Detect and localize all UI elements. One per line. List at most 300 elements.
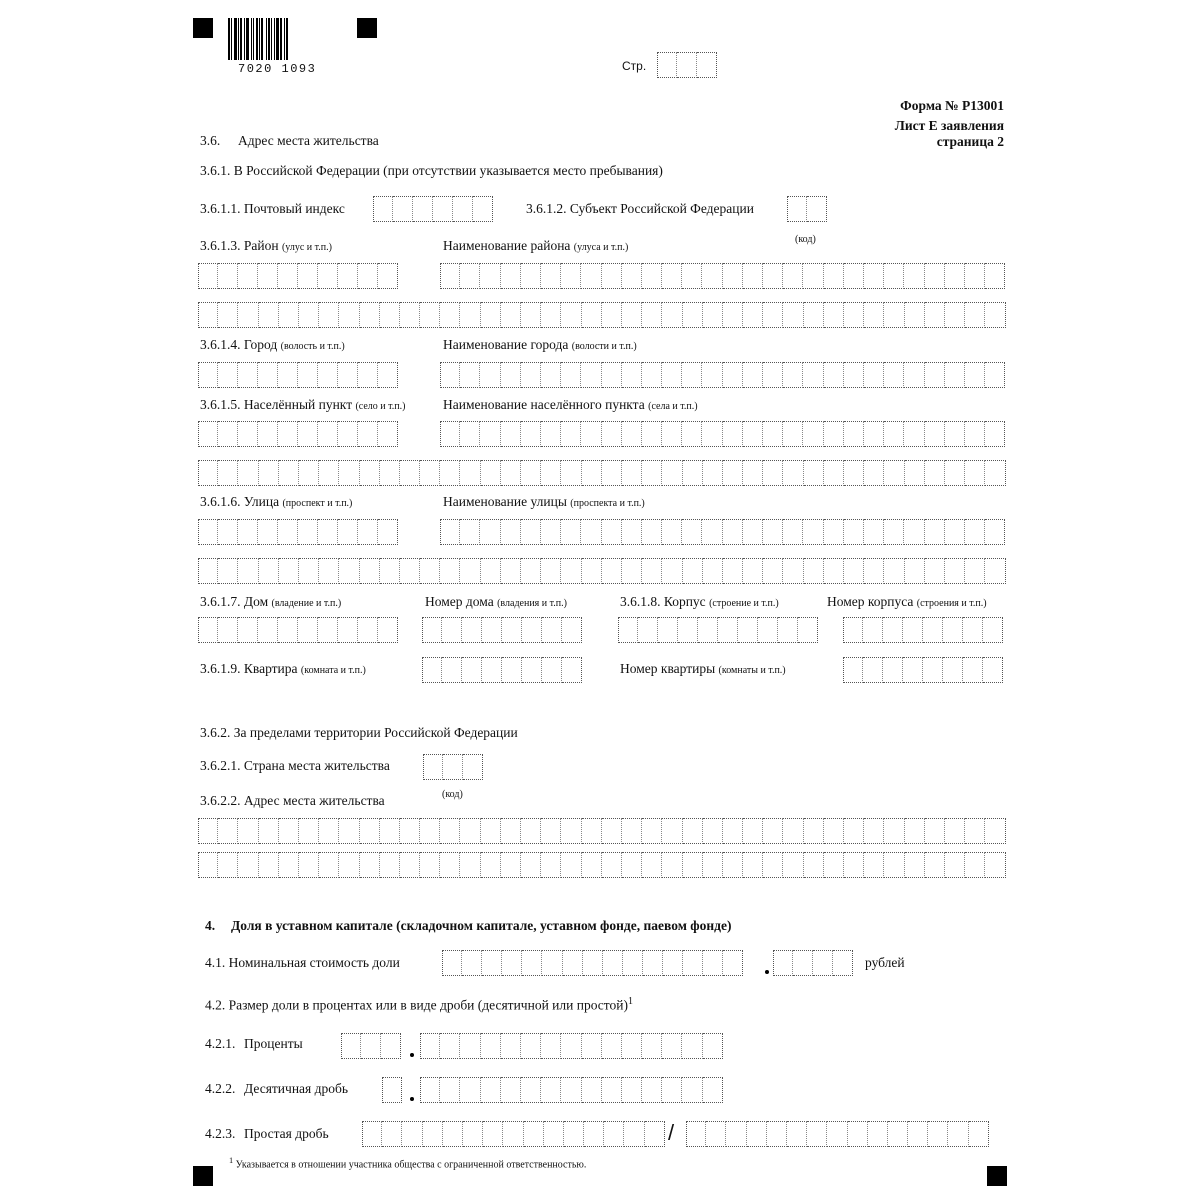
char-cell[interactable] <box>888 1121 908 1147</box>
char-cell[interactable] <box>884 852 904 878</box>
char-cell[interactable] <box>258 519 278 545</box>
char-cell[interactable] <box>198 519 218 545</box>
char-cell[interactable] <box>763 362 783 388</box>
char-cell[interactable] <box>482 950 502 976</box>
char-cell[interactable] <box>502 617 522 643</box>
char-cell[interactable] <box>657 52 677 78</box>
char-cell[interactable] <box>905 852 925 878</box>
char-cell[interactable] <box>218 460 238 486</box>
char-cell[interactable] <box>338 519 358 545</box>
char-cell[interactable] <box>622 558 642 584</box>
char-cell[interactable] <box>521 421 541 447</box>
char-cell[interactable] <box>259 558 279 584</box>
char-cell[interactable] <box>743 263 763 289</box>
char-cell[interactable] <box>422 657 442 683</box>
char-cell[interactable] <box>844 558 864 584</box>
char-cell[interactable] <box>480 263 500 289</box>
char-cell[interactable] <box>402 1121 422 1147</box>
char-cell[interactable] <box>662 421 682 447</box>
char-cell[interactable] <box>423 1121 443 1147</box>
char-cell[interactable] <box>338 421 358 447</box>
char-cell[interactable] <box>622 1077 642 1103</box>
char-cell[interactable] <box>423 754 443 780</box>
char-cell[interactable] <box>582 460 602 486</box>
char-cell[interactable] <box>400 818 420 844</box>
city-type-cells[interactable] <box>198 362 398 388</box>
percent-fraction-cells[interactable] <box>420 1033 723 1059</box>
char-cell[interactable] <box>783 421 803 447</box>
char-cell[interactable] <box>868 1121 888 1147</box>
char-cell[interactable] <box>542 950 562 976</box>
char-cell[interactable] <box>358 362 378 388</box>
char-cell[interactable] <box>602 460 622 486</box>
char-cell[interactable] <box>662 263 682 289</box>
char-cell[interactable] <box>602 1033 622 1059</box>
char-cell[interactable] <box>563 950 583 976</box>
char-cell[interactable] <box>581 421 601 447</box>
char-cell[interactable] <box>642 558 662 584</box>
char-cell[interactable] <box>622 421 642 447</box>
char-cell[interactable] <box>844 460 864 486</box>
char-cell[interactable] <box>198 362 218 388</box>
char-cell[interactable] <box>278 362 298 388</box>
char-cell[interactable] <box>783 302 803 328</box>
char-cell[interactable] <box>864 818 884 844</box>
settlement-name-cells-1[interactable] <box>440 421 1005 447</box>
house-number-cells[interactable] <box>422 617 582 643</box>
char-cell[interactable] <box>501 263 521 289</box>
char-cell[interactable] <box>460 558 480 584</box>
char-cell[interactable] <box>440 302 460 328</box>
char-cell[interactable] <box>583 950 603 976</box>
char-cell[interactable] <box>965 421 985 447</box>
char-cell[interactable] <box>460 421 480 447</box>
char-cell[interactable] <box>373 196 393 222</box>
char-cell[interactable] <box>824 362 844 388</box>
char-cell[interactable] <box>604 1121 624 1147</box>
decimal-integer-cells[interactable] <box>382 1077 402 1103</box>
char-cell[interactable] <box>863 657 883 683</box>
char-cell[interactable] <box>743 818 763 844</box>
country-code-cells[interactable] <box>423 754 483 780</box>
street-name-cells-2[interactable] <box>198 558 1006 584</box>
char-cell[interactable] <box>985 519 1005 545</box>
char-cell[interactable] <box>703 818 723 844</box>
char-cell[interactable] <box>521 519 541 545</box>
char-cell[interactable] <box>420 558 440 584</box>
char-cell[interactable] <box>339 460 359 486</box>
char-cell[interactable] <box>380 558 400 584</box>
char-cell[interactable] <box>723 558 743 584</box>
char-cell[interactable] <box>502 950 522 976</box>
char-cell[interactable] <box>561 421 581 447</box>
char-cell[interactable] <box>723 852 743 878</box>
char-cell[interactable] <box>420 852 440 878</box>
char-cell[interactable] <box>361 1033 381 1059</box>
char-cell[interactable] <box>483 1121 503 1147</box>
char-cell[interactable] <box>521 302 541 328</box>
char-cell[interactable] <box>561 519 581 545</box>
char-cell[interactable] <box>319 460 339 486</box>
char-cell[interactable] <box>582 852 602 878</box>
char-cell[interactable] <box>662 460 682 486</box>
apartment-type-cells[interactable] <box>422 657 582 683</box>
char-cell[interactable] <box>804 818 824 844</box>
char-cell[interactable] <box>218 263 238 289</box>
char-cell[interactable] <box>521 1077 541 1103</box>
char-cell[interactable] <box>682 1033 702 1059</box>
char-cell[interactable] <box>541 421 561 447</box>
apartment-number-cells[interactable] <box>843 657 1003 683</box>
char-cell[interactable] <box>259 460 279 486</box>
char-cell[interactable] <box>279 818 299 844</box>
char-cell[interactable] <box>763 460 783 486</box>
district-name-cells-1[interactable] <box>440 263 1005 289</box>
char-cell[interactable] <box>460 460 480 486</box>
char-cell[interactable] <box>218 362 238 388</box>
char-cell[interactable] <box>662 852 682 878</box>
char-cell[interactable] <box>218 519 238 545</box>
char-cell[interactable] <box>602 362 622 388</box>
char-cell[interactable] <box>338 263 358 289</box>
char-cell[interactable] <box>378 362 398 388</box>
char-cell[interactable] <box>480 519 500 545</box>
char-cell[interactable] <box>463 1121 483 1147</box>
char-cell[interactable] <box>747 1121 767 1147</box>
char-cell[interactable] <box>787 196 807 222</box>
char-cell[interactable] <box>440 1033 460 1059</box>
char-cell[interactable] <box>763 421 783 447</box>
char-cell[interactable] <box>703 302 723 328</box>
region-code-cells[interactable] <box>787 196 827 222</box>
char-cell[interactable] <box>723 421 743 447</box>
char-cell[interactable] <box>945 818 965 844</box>
char-cell[interactable] <box>443 1121 463 1147</box>
char-cell[interactable] <box>339 852 359 878</box>
char-cell[interactable] <box>778 617 798 643</box>
char-cell[interactable] <box>844 421 864 447</box>
char-cell[interactable] <box>622 818 642 844</box>
char-cell[interactable] <box>602 852 622 878</box>
char-cell[interactable] <box>298 263 318 289</box>
char-cell[interactable] <box>686 1121 706 1147</box>
char-cell[interactable] <box>706 1121 726 1147</box>
char-cell[interactable] <box>278 421 298 447</box>
char-cell[interactable] <box>481 1033 501 1059</box>
char-cell[interactable] <box>702 421 722 447</box>
char-cell[interactable] <box>864 558 884 584</box>
char-cell[interactable] <box>925 263 945 289</box>
char-cell[interactable] <box>218 852 238 878</box>
char-cell[interactable] <box>723 302 743 328</box>
char-cell[interactable] <box>542 657 562 683</box>
char-cell[interactable] <box>238 519 258 545</box>
char-cell[interactable] <box>642 1077 662 1103</box>
char-cell[interactable] <box>198 617 218 643</box>
char-cell[interactable] <box>833 950 853 976</box>
char-cell[interactable] <box>442 617 462 643</box>
char-cell[interactable] <box>541 362 561 388</box>
foreign-address-cells-2[interactable] <box>198 852 1006 878</box>
char-cell[interactable] <box>561 460 581 486</box>
char-cell[interactable] <box>521 558 541 584</box>
char-cell[interactable] <box>662 519 682 545</box>
char-cell[interactable] <box>258 421 278 447</box>
char-cell[interactable] <box>338 362 358 388</box>
char-cell[interactable] <box>501 302 521 328</box>
char-cell[interactable] <box>582 818 602 844</box>
char-cell[interactable] <box>943 617 963 643</box>
char-cell[interactable] <box>662 362 682 388</box>
char-cell[interactable] <box>763 818 783 844</box>
char-cell[interactable] <box>622 362 642 388</box>
char-cell[interactable] <box>642 519 662 545</box>
char-cell[interactable] <box>703 1077 723 1103</box>
char-cell[interactable] <box>561 1077 581 1103</box>
char-cell[interactable] <box>319 558 339 584</box>
char-cell[interactable] <box>582 558 602 584</box>
char-cell[interactable] <box>318 519 338 545</box>
char-cell[interactable] <box>460 302 480 328</box>
char-cell[interactable] <box>258 362 278 388</box>
char-cell[interactable] <box>703 558 723 584</box>
char-cell[interactable] <box>501 460 521 486</box>
char-cell[interactable] <box>218 818 238 844</box>
char-cell[interactable] <box>824 263 844 289</box>
char-cell[interactable] <box>433 196 453 222</box>
char-cell[interactable] <box>501 421 521 447</box>
settlement-name-cells-2[interactable] <box>198 460 1006 486</box>
char-cell[interactable] <box>393 196 413 222</box>
char-cell[interactable] <box>703 460 723 486</box>
char-cell[interactable] <box>462 657 482 683</box>
char-cell[interactable] <box>360 818 380 844</box>
char-cell[interactable] <box>844 263 864 289</box>
char-cell[interactable] <box>259 302 279 328</box>
char-cell[interactable] <box>948 1121 968 1147</box>
char-cell[interactable] <box>422 617 442 643</box>
char-cell[interactable] <box>883 617 903 643</box>
char-cell[interactable] <box>618 617 638 643</box>
char-cell[interactable] <box>985 263 1005 289</box>
char-cell[interactable] <box>360 460 380 486</box>
char-cell[interactable] <box>561 263 581 289</box>
char-cell[interactable] <box>783 818 803 844</box>
char-cell[interactable] <box>783 263 803 289</box>
char-cell[interactable] <box>945 558 965 584</box>
char-cell[interactable] <box>642 818 662 844</box>
char-cell[interactable] <box>473 196 493 222</box>
char-cell[interactable] <box>278 519 298 545</box>
char-cell[interactable] <box>642 263 662 289</box>
char-cell[interactable] <box>925 519 945 545</box>
char-cell[interactable] <box>923 657 943 683</box>
char-cell[interactable] <box>420 1033 440 1059</box>
page-number-cells[interactable] <box>657 52 717 78</box>
char-cell[interactable] <box>299 852 319 878</box>
char-cell[interactable] <box>481 302 501 328</box>
char-cell[interactable] <box>965 519 985 545</box>
char-cell[interactable] <box>378 421 398 447</box>
char-cell[interactable] <box>521 852 541 878</box>
char-cell[interactable] <box>905 460 925 486</box>
char-cell[interactable] <box>723 263 743 289</box>
char-cell[interactable] <box>360 558 380 584</box>
char-cell[interactable] <box>440 263 460 289</box>
char-cell[interactable] <box>703 1033 723 1059</box>
char-cell[interactable] <box>503 1121 523 1147</box>
char-cell[interactable] <box>198 302 218 328</box>
char-cell[interactable] <box>603 950 623 976</box>
char-cell[interactable] <box>844 362 864 388</box>
char-cell[interactable] <box>339 302 359 328</box>
char-cell[interactable] <box>382 1121 402 1147</box>
char-cell[interactable] <box>985 558 1005 584</box>
char-cell[interactable] <box>522 950 542 976</box>
char-cell[interactable] <box>378 617 398 643</box>
char-cell[interactable] <box>238 852 258 878</box>
char-cell[interactable] <box>602 818 622 844</box>
char-cell[interactable] <box>541 263 561 289</box>
char-cell[interactable] <box>925 852 945 878</box>
char-cell[interactable] <box>602 263 622 289</box>
char-cell[interactable] <box>381 1033 401 1059</box>
char-cell[interactable] <box>824 558 844 584</box>
char-cell[interactable] <box>440 558 460 584</box>
char-cell[interactable] <box>783 362 803 388</box>
char-cell[interactable] <box>218 617 238 643</box>
char-cell[interactable] <box>541 1077 561 1103</box>
fraction-denominator-cells[interactable] <box>686 1121 989 1147</box>
char-cell[interactable] <box>682 519 702 545</box>
char-cell[interactable] <box>362 1121 382 1147</box>
char-cell[interactable] <box>804 558 824 584</box>
char-cell[interactable] <box>420 1077 440 1103</box>
char-cell[interactable] <box>318 617 338 643</box>
char-cell[interactable] <box>824 818 844 844</box>
char-cell[interactable] <box>642 362 662 388</box>
char-cell[interactable] <box>804 302 824 328</box>
char-cell[interactable] <box>662 818 682 844</box>
char-cell[interactable] <box>481 558 501 584</box>
postal-code-cells[interactable] <box>373 196 493 222</box>
char-cell[interactable] <box>238 362 258 388</box>
char-cell[interactable] <box>864 302 884 328</box>
char-cell[interactable] <box>905 818 925 844</box>
char-cell[interactable] <box>844 852 864 878</box>
char-cell[interactable] <box>561 558 581 584</box>
char-cell[interactable] <box>925 818 945 844</box>
char-cell[interactable] <box>803 519 823 545</box>
char-cell[interactable] <box>481 818 501 844</box>
char-cell[interactable] <box>318 362 338 388</box>
char-cell[interactable] <box>723 818 743 844</box>
char-cell[interactable] <box>521 263 541 289</box>
char-cell[interactable] <box>662 558 682 584</box>
decimal-fraction-cells[interactable] <box>420 1077 723 1103</box>
char-cell[interactable] <box>903 657 923 683</box>
char-cell[interactable] <box>442 950 462 976</box>
percent-integer-cells[interactable] <box>341 1033 401 1059</box>
char-cell[interactable] <box>622 1033 642 1059</box>
char-cell[interactable] <box>299 460 319 486</box>
char-cell[interactable] <box>299 818 319 844</box>
district-name-cells-2[interactable] <box>198 302 1006 328</box>
char-cell[interactable] <box>623 950 643 976</box>
char-cell[interactable] <box>238 460 258 486</box>
char-cell[interactable] <box>683 302 703 328</box>
char-cell[interactable] <box>360 852 380 878</box>
char-cell[interactable] <box>501 362 521 388</box>
char-cell[interactable] <box>501 818 521 844</box>
char-cell[interactable] <box>945 362 965 388</box>
char-cell[interactable] <box>420 302 440 328</box>
char-cell[interactable] <box>460 519 480 545</box>
char-cell[interactable] <box>723 950 743 976</box>
char-cell[interactable] <box>965 818 985 844</box>
char-cell[interactable] <box>440 362 460 388</box>
char-cell[interactable] <box>561 1033 581 1059</box>
char-cell[interactable] <box>908 1121 928 1147</box>
char-cell[interactable] <box>481 1077 501 1103</box>
char-cell[interactable] <box>278 617 298 643</box>
char-cell[interactable] <box>622 302 642 328</box>
char-cell[interactable] <box>453 196 473 222</box>
char-cell[interactable] <box>773 950 793 976</box>
char-cell[interactable] <box>481 460 501 486</box>
char-cell[interactable] <box>905 558 925 584</box>
char-cell[interactable] <box>400 460 420 486</box>
char-cell[interactable] <box>763 558 783 584</box>
char-cell[interactable] <box>522 617 542 643</box>
char-cell[interactable] <box>319 852 339 878</box>
char-cell[interactable] <box>793 950 813 976</box>
char-cell[interactable] <box>380 818 400 844</box>
char-cell[interactable] <box>824 460 844 486</box>
char-cell[interactable] <box>767 1121 787 1147</box>
char-cell[interactable] <box>824 302 844 328</box>
char-cell[interactable] <box>482 617 502 643</box>
char-cell[interactable] <box>945 421 965 447</box>
char-cell[interactable] <box>642 302 662 328</box>
char-cell[interactable] <box>278 263 298 289</box>
char-cell[interactable] <box>259 852 279 878</box>
char-cell[interactable] <box>682 263 702 289</box>
char-cell[interactable] <box>238 302 258 328</box>
char-cell[interactable] <box>440 1077 460 1103</box>
char-cell[interactable] <box>723 460 743 486</box>
char-cell[interactable] <box>522 657 542 683</box>
char-cell[interactable] <box>443 754 463 780</box>
district-type-cells[interactable] <box>198 263 398 289</box>
char-cell[interactable] <box>827 1121 847 1147</box>
char-cell[interactable] <box>460 362 480 388</box>
char-cell[interactable] <box>298 519 318 545</box>
char-cell[interactable] <box>622 460 642 486</box>
char-cell[interactable] <box>702 362 722 388</box>
char-cell[interactable] <box>358 263 378 289</box>
char-cell[interactable] <box>420 460 440 486</box>
char-cell[interactable] <box>682 1077 702 1103</box>
char-cell[interactable] <box>743 362 763 388</box>
char-cell[interactable] <box>904 263 924 289</box>
char-cell[interactable] <box>258 617 278 643</box>
char-cell[interactable] <box>378 519 398 545</box>
char-cell[interactable] <box>965 558 985 584</box>
char-cell[interactable] <box>238 558 258 584</box>
char-cell[interactable] <box>400 852 420 878</box>
char-cell[interactable] <box>864 362 884 388</box>
